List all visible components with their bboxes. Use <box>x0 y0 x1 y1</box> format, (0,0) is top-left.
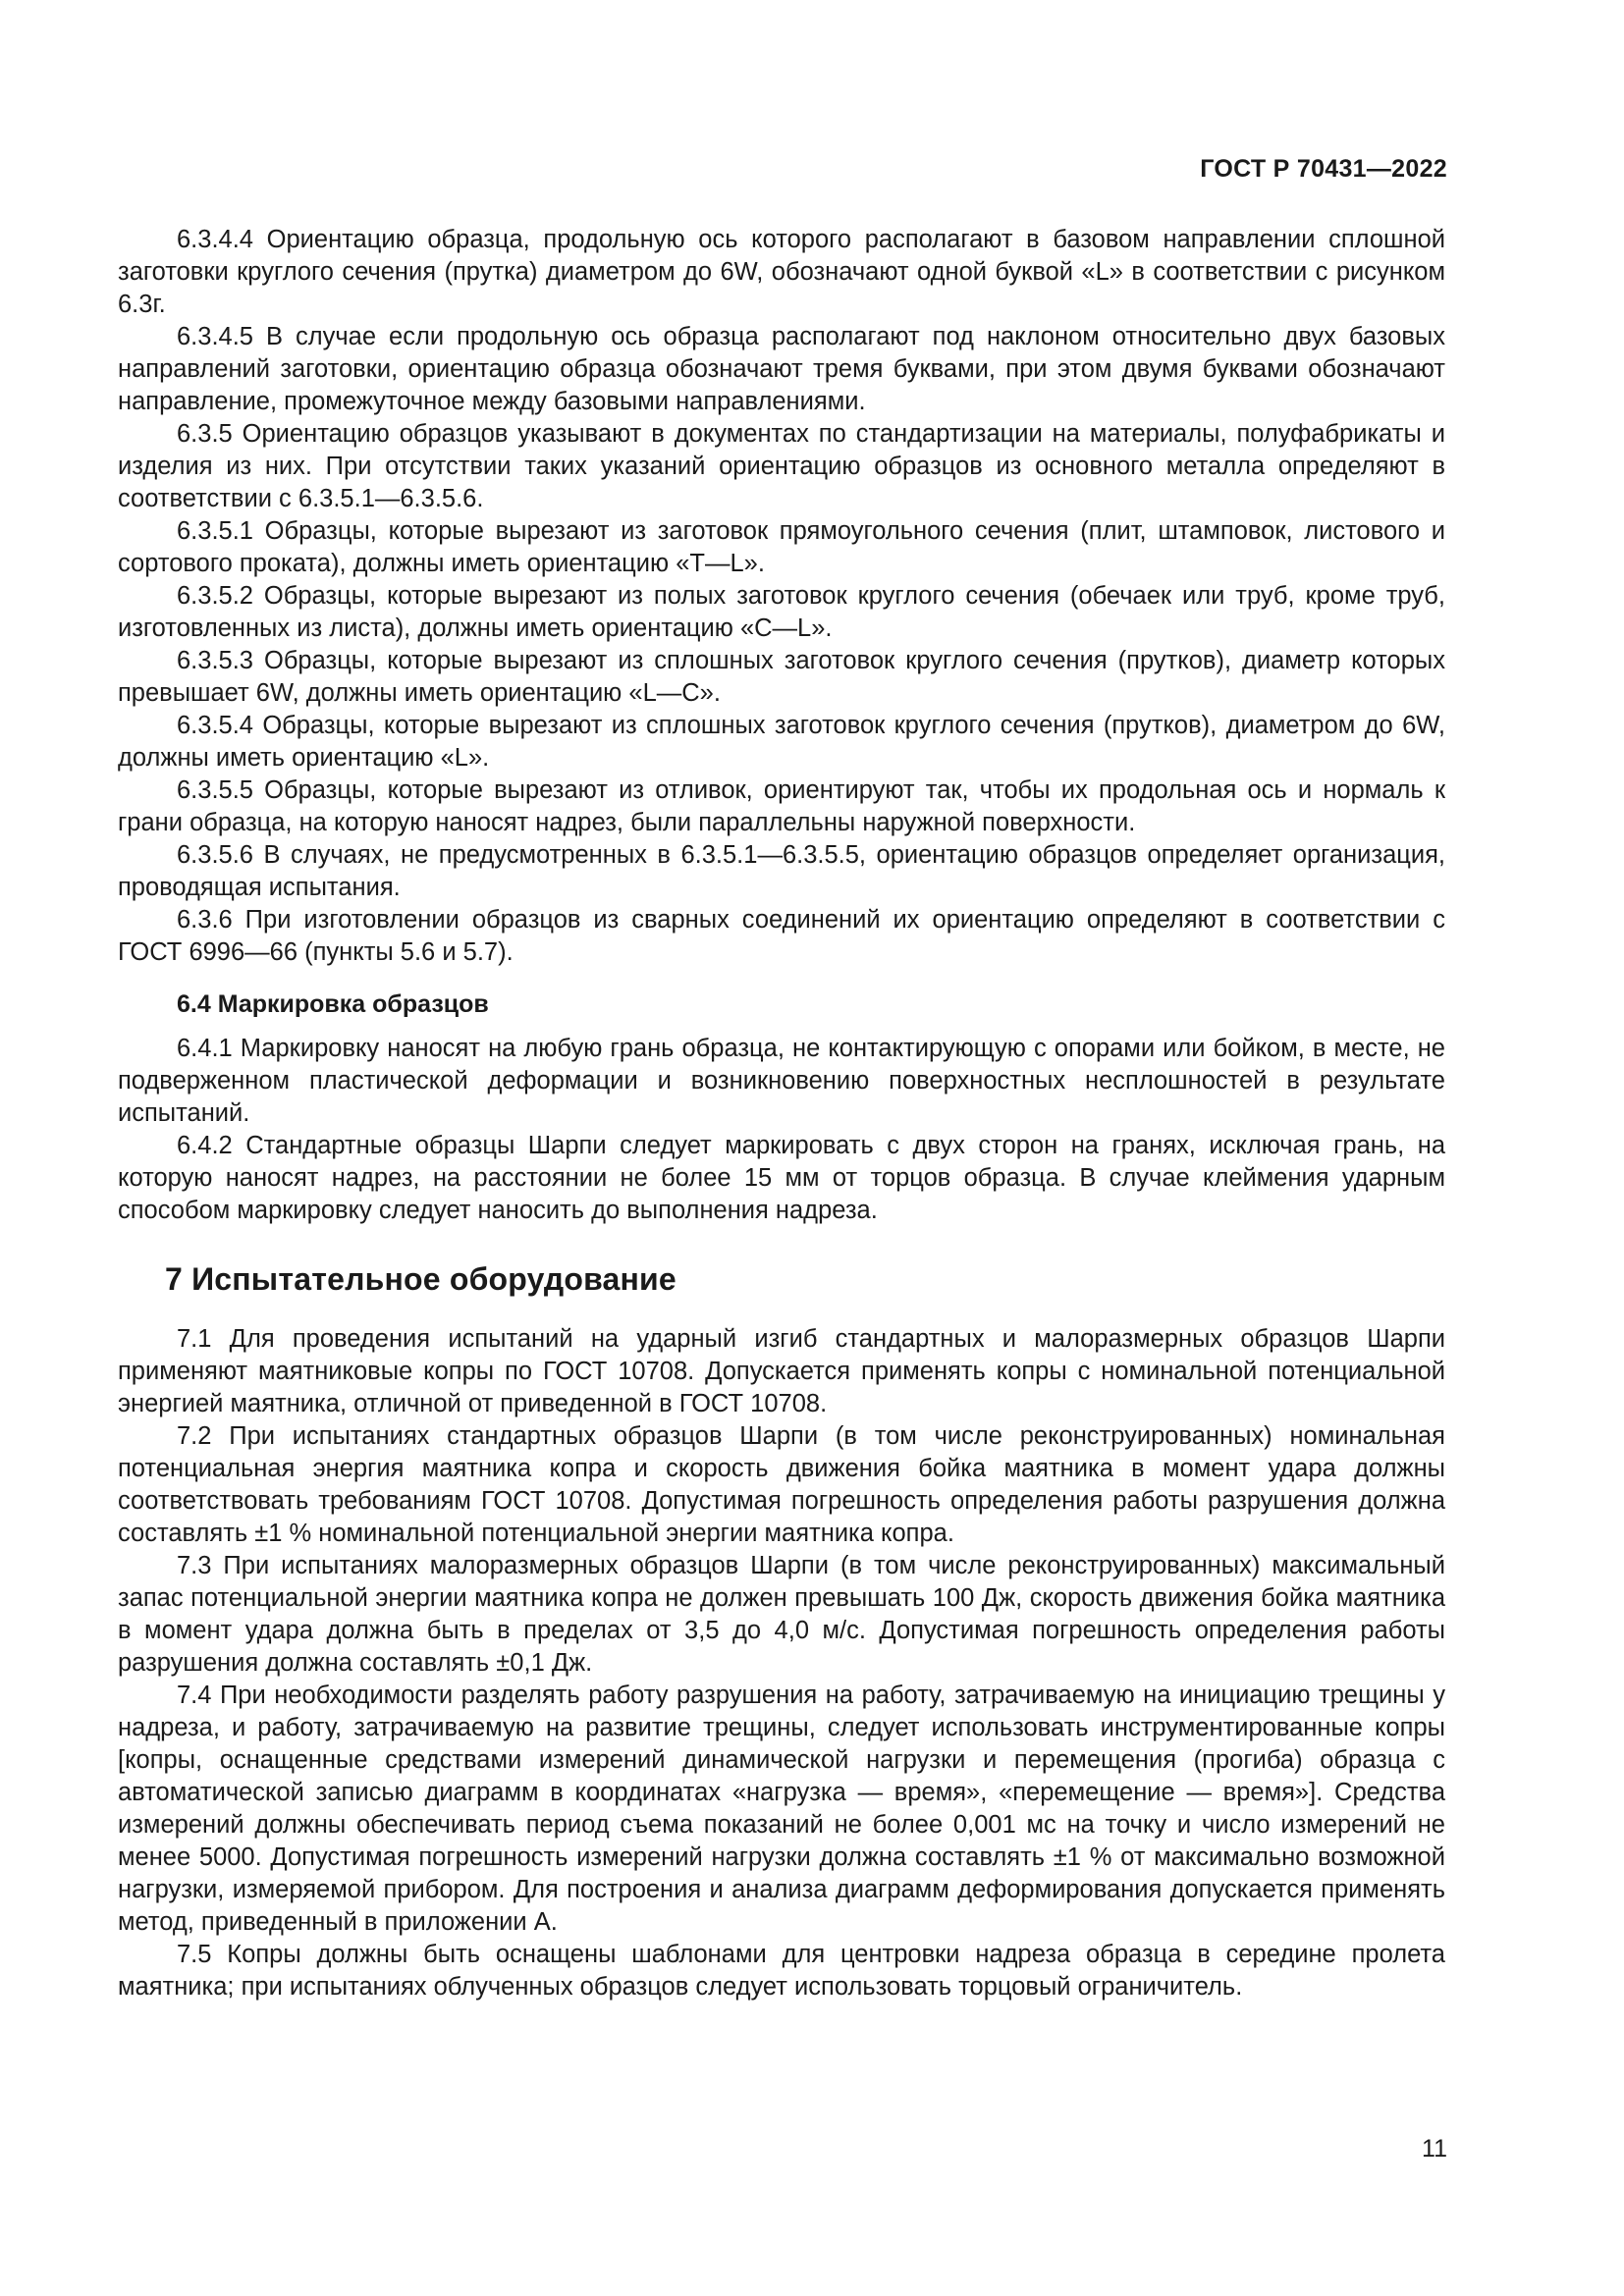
paragraph: 6.4.2 Стандартные образцы Шарпи следует маркировать с двух сторон на гранях, исключая грань, на которую наносят надрез, на расстоянии не более 15 мм от торцов образца. В случае клеймения ударным способом маркировку следует наносить до выполнения надреза. <box>118 1132 1445 1224</box>
paragraph: 6.3.6 При изготовлении образцов из сварных соединений их ориентацию определяют в соответствии с ГОСТ 6996—66 (пункты 5.6 и 5.7). <box>118 906 1445 966</box>
paragraph: 6.3.4.5 В случае если продольную ось образца располагают под наклоном относительно двух базовых направлений заготовки, ориентацию образца обозначают тремя буквами, при этом двумя буквами обозначают направление, промежуточное между базовыми направлениями. <box>118 323 1445 415</box>
paragraph: 6.3.5.2 Образцы, которые вырезают из полых заготовок круглого сечения (обечаек или труб, кроме труб, изготовленных из листа), должны иметь ориентацию «C—L». <box>118 582 1445 642</box>
paragraph: 6.3.4.4 Ориентацию образца, продольную ось которого располагают в базовом направлении сплошной заготовки круглого сечения (прутка) диаметром до 6W, обозначают одной буквой «L» в соответствии с рисунком 6.3г. <box>118 226 1445 318</box>
paragraph: 6.3.5.5 Образцы, которые вырезают из отливок, ориентируют так, чтобы их продольная ось и нормаль к грани образца, на которую наносят надрез, были параллельны наружной поверхности. <box>118 776 1445 836</box>
page-number: 11 <box>1422 2135 1447 2163</box>
paragraph: 6.3.5.3 Образцы, которые вырезают из сплошных заготовок круглого сечения (прутков), диаметр которых превышает 6W, должны иметь ориентацию «L—C». <box>118 647 1445 707</box>
paragraph: 6.3.5.4 Образцы, которые вырезают из сплошных заготовок круглого сечения (прутков), диаметром до 6W, должны иметь ориентацию «L». <box>118 712 1445 772</box>
paragraph: 6.4.1 Маркировку наносят на любую грань образца, не контактирующую с опорами или бойком, в месте, не подверженном пластической деформации и возникновению поверхностных несплошностей в результате испытаний. <box>118 1035 1445 1127</box>
standard-code: ГОСТ Р 70431—2022 <box>1200 155 1447 183</box>
paragraph: 7.4 При необходимости разделять работу разрушения на работу, затрачиваемую на инициацию трещины у надреза, и работу, затрачиваемую на развитие трещины, следует использовать инструментированные копры [копры, оснащенные средствами измерений динамической нагрузки и перемещения (прогиба) образца с автоматической записью диаграмм в координатах «нагрузка — время», «перемещение — время»]. Средства измерений должны обеспечивать период съема показаний не более 0,001 мс на точку и число измерений не менее 5000. Допустимая погрешность измерений нагрузки должна составлять ±1 % от максимально возможной нагрузки, измеряемой прибором. Для построения и анализа диаграмм деформирования допускается применять метод, приведенный в приложении А. <box>118 1682 1445 1936</box>
paragraph: 7.5 Копры должны быть оснащены шаблонами для центровки надреза образца в середине пролета маятника; при испытаниях облученных образцов следует использовать торцовый ограничитель. <box>118 1941 1445 2001</box>
paragraph: 7.3 При испытаниях малоразмерных образцов Шарпи (в том числе реконструированных) максимальный запас потенциальной энергии маятника копра не должен превышать 100 Дж, скорость движения бойка маятника в момент удара должна быть в пределах от 3,5 до 4,0 м/с. Допустимая погрешность определения работы разрушения должна составлять ±0,1 Дж. <box>118 1552 1445 1677</box>
paragraph: 7.1 Для проведения испытаний на ударный изгиб стандартных и малоразмерных образцов Шарпи применяют маятниковые копры по ГОСТ 10708. Допускается применять копры с номинальной потенциальной энергией маятника, отличной от приведенной в ГОСТ 10708. <box>118 1325 1445 1417</box>
section-heading: 7 Испытательное оборудование <box>165 1261 677 1297</box>
paragraph: 6.3.5.1 Образцы, которые вырезают из заготовок прямоугольного сечения (плит, штамповок, листового и сортового проката), должны иметь ориентацию «T—L». <box>118 517 1445 577</box>
paragraph: 6.3.5 Ориентацию образцов указывают в документах по стандартизации на материалы, полуфабрикаты и изделия из них. При отсутствии таких указаний ориентацию образцов из основного металла определяют в соответствии с 6.3.5.1—6.3.5.6. <box>118 420 1445 512</box>
subsection-heading: 6.4 Маркировка образцов <box>177 990 489 1018</box>
paragraph: 7.2 При испытаниях стандартных образцов Шарпи (в том числе реконструированных) номинальная потенциальная энергия маятника копра и скорость движения бойка маятника в момент удара должны соответствовать требованиям ГОСТ 10708. Допустимая погрешность определения работы разрушения должна составлять ±1 % номинальной потенциальной энергии маятника копра. <box>118 1422 1445 1547</box>
paragraph: 6.3.5.6 В случаях, не предусмотренных в 6.3.5.1—6.3.5.5, ориентацию образцов определяет организация, проводящая испытания. <box>118 841 1445 901</box>
page-content <box>118 224 1445 2003</box>
